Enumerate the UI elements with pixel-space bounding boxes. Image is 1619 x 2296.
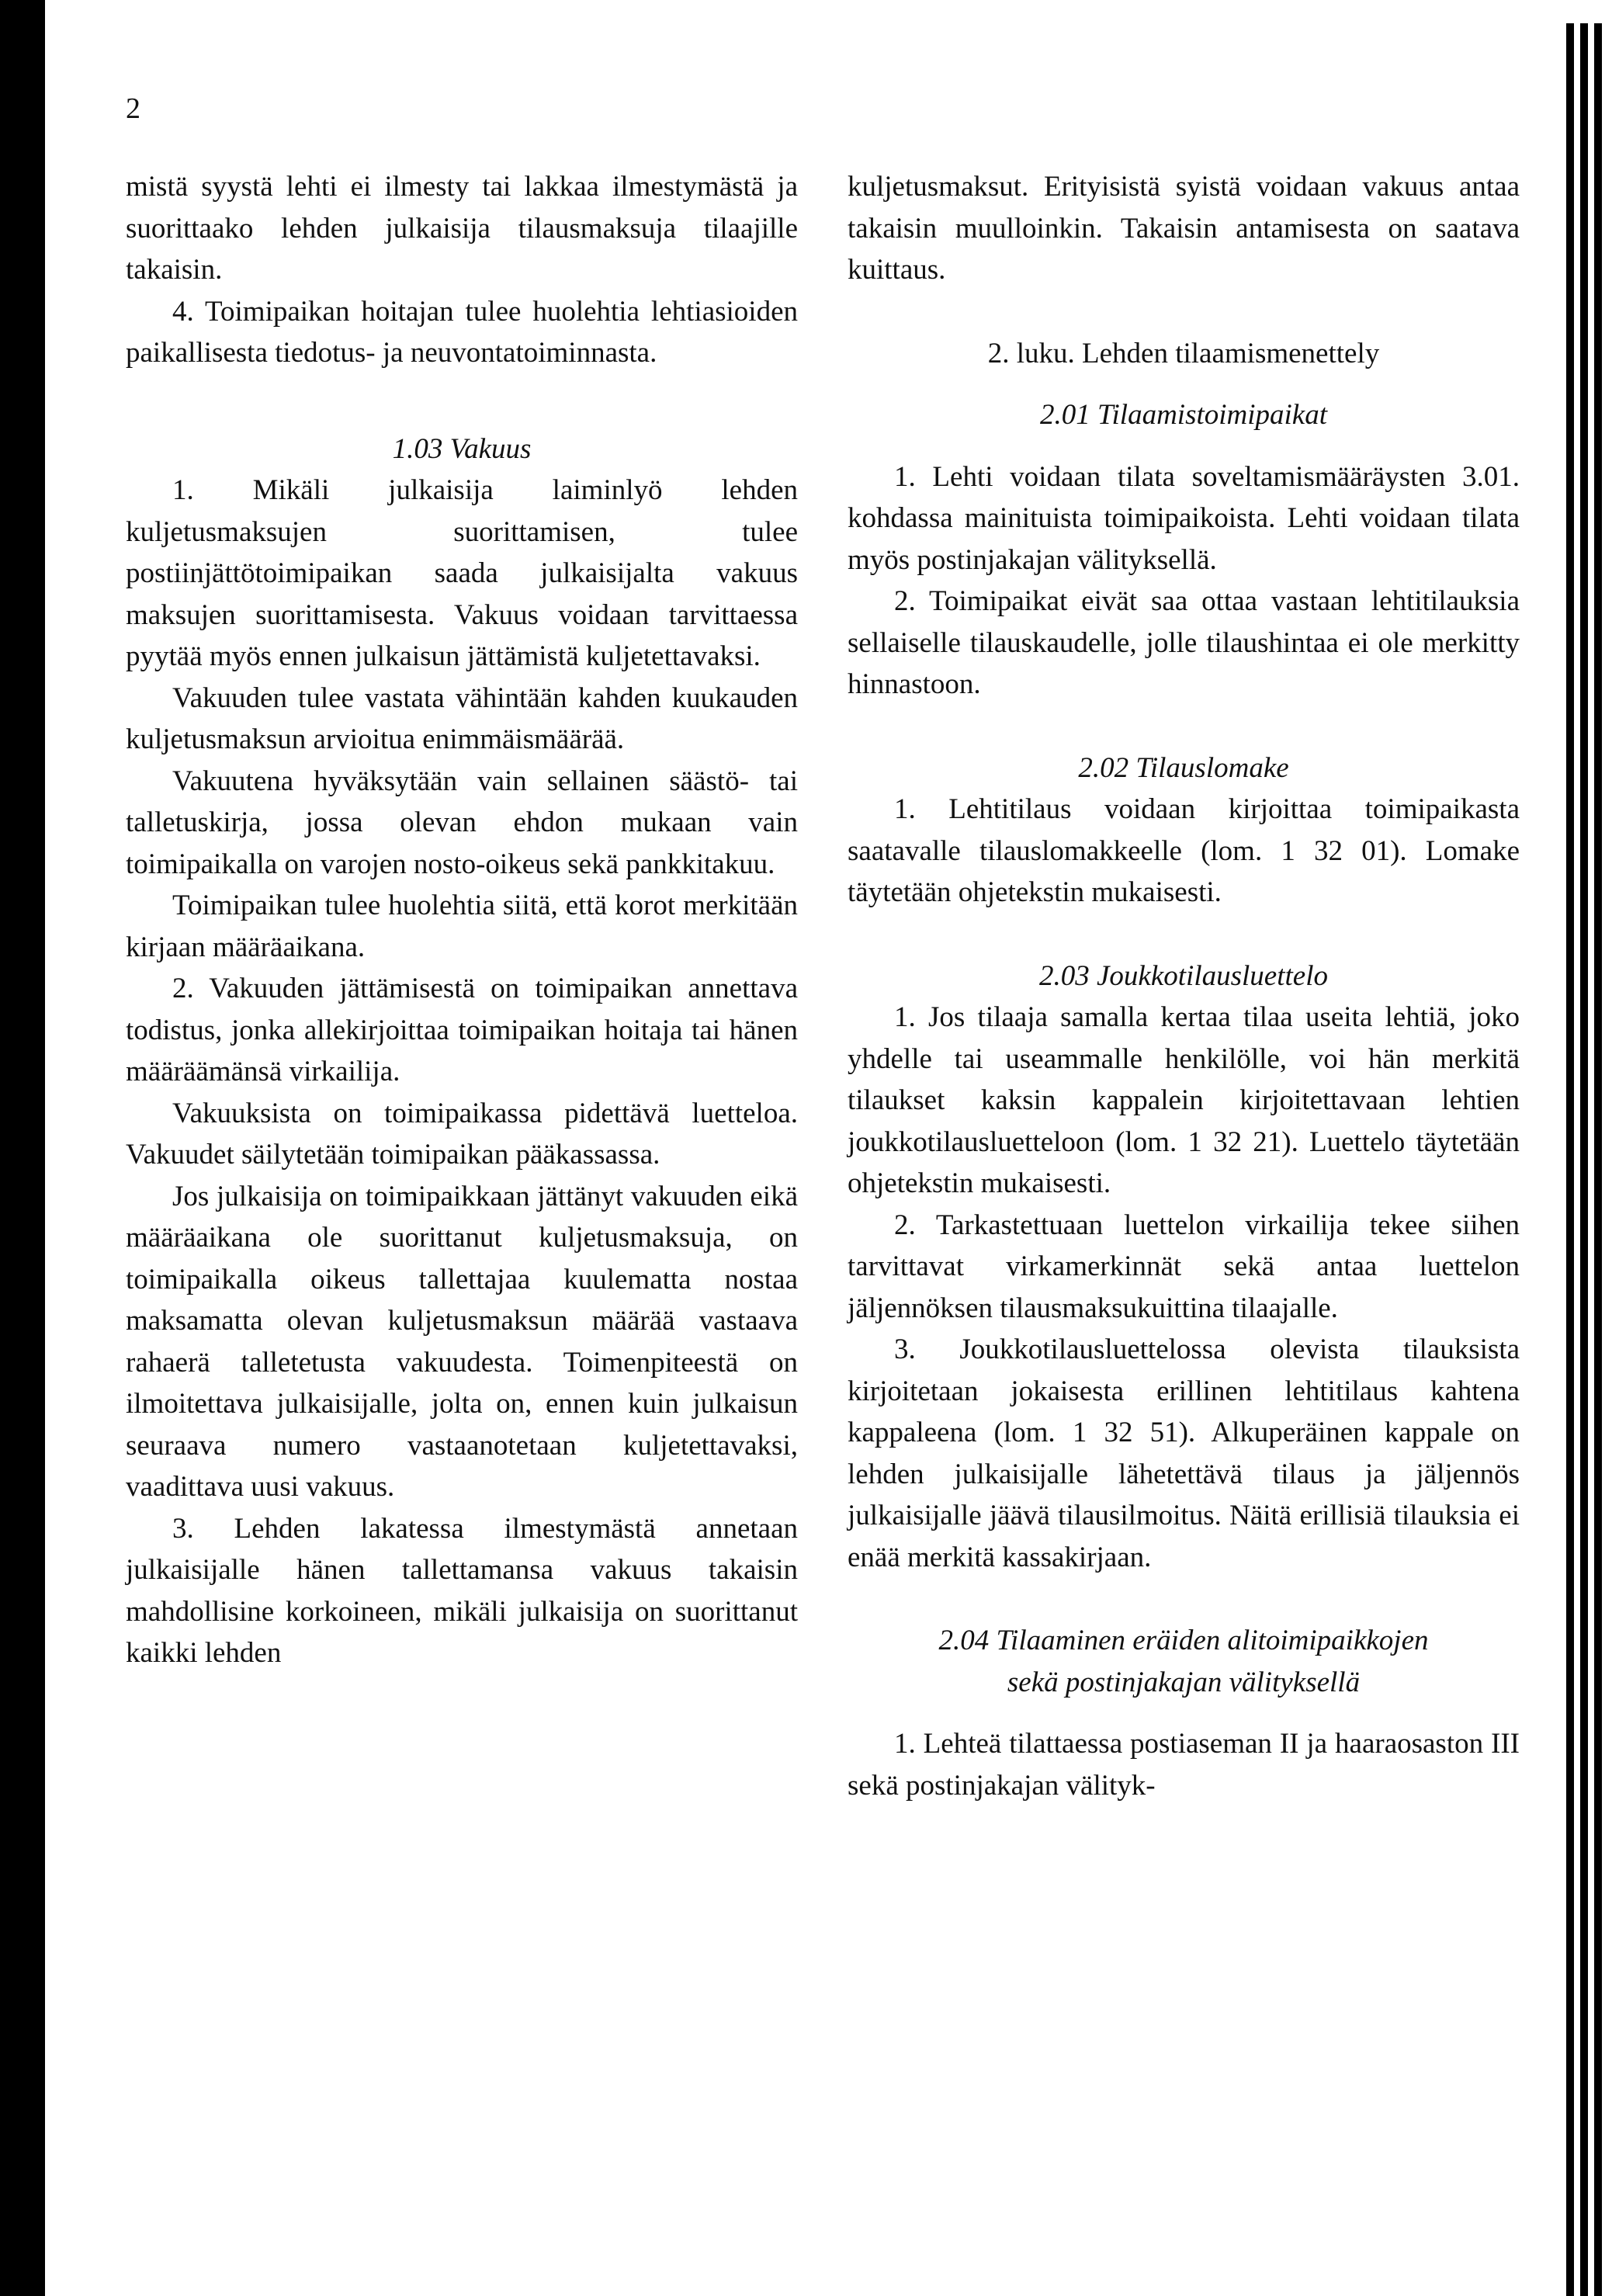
scan-border-right [1594, 23, 1602, 2296]
paragraph: 1. Jos tilaaja samalla kertaa tilaa useita lehtiä, joko yhdelle tai useammalle henkilölle, voi hän merkitä tilaukset kaksin kappalein kirjoitettavaan lehtien joukkotilausluetteloon (lom. 1 32 21). Luettelo täytetään ohjetekstin mukaisesti. [848, 1001, 1520, 1199]
section-heading: 2.02 Tilauslomake [1078, 751, 1289, 784]
scan-border-right [1580, 23, 1588, 2296]
paragraph: mistä syystä lehti ei ilmesty tai lakkaa ilmestymästä ja suorittaako lehden julkaisija tilausmaksuja tilaajille takaisin. [126, 171, 798, 286]
paragraph: Vakuuden tulee vastata vähintään kahden kuukauden kuljetusmaksun arvioitua enimmäismäärää. [126, 682, 798, 755]
left-column [126, 166, 798, 1674]
paragraph: kuljetusmaksut. Erityisistä syistä voidaan vakuus antaa takaisin muulloinkin. Takaisin antamisesta on saatava kuittaus. [848, 171, 1520, 286]
scan-border-left [0, 0, 45, 2296]
paragraph: 3. Lehden lakatessa ilmestymästä annetaan julkaisijalle hänen tallettamansa vakuus takaisin mahdollisine korkoineen, mikäli julkaisija on suorittanut kaikki lehden [126, 1512, 798, 1669]
paragraph: Jos julkaisija on toimipaikkaan jättänyt vakuuden eikä määräaikana ole suorittanut kuljetusmaksuja, on toimipaikalla oikeus tallettajaa kuulematta nostaa maksamatta olevan kuljetusmaksun määrää vastaava rahaerä talletetusta vakuudesta. Toimenpiteestä on ilmoitettava julkaisijalle, jolta on, ennen kuin julkaisun seuraava numero vastaanotetaan kuljetettavaksi, vaadittava uusi vakuus. [126, 1180, 798, 1503]
section-heading-line: 2.04 Tilaaminen eräiden alitoimipaikkojen [938, 1625, 1429, 1656]
paragraph: 2. Vakuuden jättämisestä on toimipaikan annettava todistus, jonka allekirjoittaa toimipaikan hoitaja tai hänen määräämänsä virkailija. [126, 973, 798, 1087]
paragraph: Toimipaikan tulee huolehtia siitä, että korot merkitään kirjaan määräaikana. [126, 890, 798, 963]
right-column [848, 166, 1520, 1806]
paragraph: 1. Mikäli julkaisija laiminlyö lehden kuljetusmaksujen suorittamisen, tulee postiinjättötoimipaikan saada julkaisijalta vakuus maksujen suorittamisesta. Vakuus voidaan tarvittaessa pyytää myös ennen julkaisun jättämistä kuljetettavaksi. [126, 474, 798, 672]
paragraph: Vakuutena hyväksytään vain sellainen säästö- tai talletuskirja, jossa olevan ehdon mukaan vain toimipaikalla on varojen nosto-oikeus sekä pankkitakuu. [126, 765, 798, 880]
section-heading: 2.03 Joukkotilausluettelo [1039, 959, 1328, 992]
section-heading-line: sekä postinjakajan välityksellä [1007, 1666, 1361, 1698]
scan-border-right [1566, 23, 1574, 2296]
paragraph: Vakuuksista on toimipaikassa pidettävä luetteloa. Vakuudet säilytetään toimipaikan pääkassassa. [126, 1097, 798, 1171]
paragraph: 1. Lehti voidaan tilata soveltamismääräysten 3.01. kohdassa mainituista toimipaikoista. Lehti voidaan tilata myös postinjakajan välityksellä. [848, 460, 1520, 576]
page-number: 2 [126, 92, 140, 125]
paragraph: 3. Joukkotilausluettelossa olevista tilauksista kirjoitetaan jokaisesta erillinen lehtitilaus kahtena kappaleena (lom. 1 32 51). Alkuperäinen kappale on lehden julkaisijalle lähetettävä tilaus ja jäljennös julkaisijalle jäävä tilausilmoitus. Näitä erillisiä tilauksia ei enää merkitä kassakirjaan. [848, 1334, 1520, 1573]
paragraph: 4. Toimipaikan hoitajan tulee huolehtia lehtiasioiden paikallisesta tiedotus- ja neuvontatoiminnasta. [126, 295, 798, 369]
paragraph: 2. Toimipaikat eivät saa ottaa vastaan lehtitilauksia sellaiselle tilauskaudelle, jolle tilaushintaa ei ole merkitty hinnastoon. [848, 585, 1520, 700]
paragraph: 1. Lehteä tilattaessa postiaseman II ja haaraosaston III sekä postinjakajan välityk- [848, 1728, 1520, 1802]
paragraph: 2. Tarkastettuaan luettelon virkailija tekee siihen tarvittavat virkamerkinnät sekä antaa luettelon jäljennöksen tilausmaksukuittina tilaajalle. [848, 1209, 1520, 1324]
section-heading: 2.01 Tilaamistoimipaikat [1039, 399, 1328, 431]
chapter-heading: 2. luku. Lehden tilaamismenettely [987, 337, 1380, 369]
paragraph: 1. Lehtitilaus voidaan kirjoittaa toimipaikasta saatavalle tilauslomakkeelle (lom. 1 32 01). Lomake täytetään ohjetekstin mukaisesti. [848, 793, 1520, 908]
section-heading: 1.03 Vakuus [392, 432, 532, 465]
